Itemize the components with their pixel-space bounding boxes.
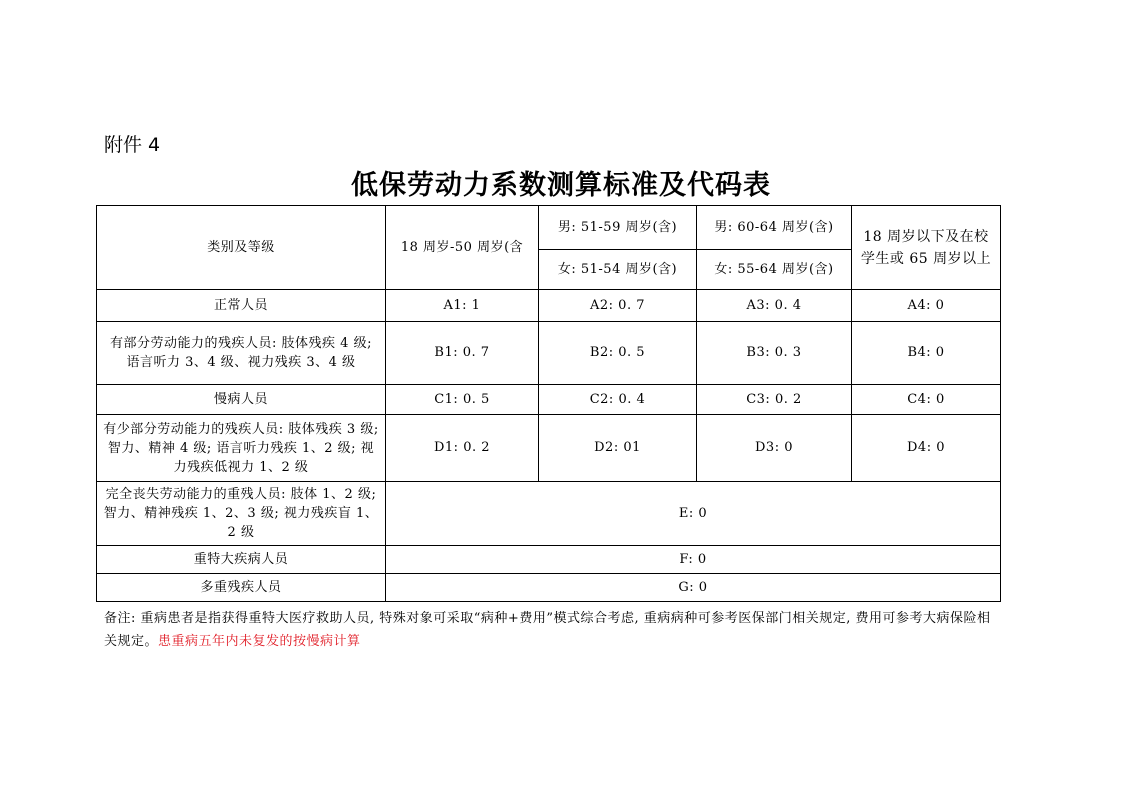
coef-cell: B1: 0. 7 (386, 322, 539, 385)
header-female-51-54: 女: 51-54 周岁(含) (539, 250, 697, 290)
coef-cell-merged: G: 0 (386, 574, 1001, 602)
table-row (97, 415, 1001, 482)
coef-cell: A1: 1 (386, 290, 539, 322)
table-row (97, 290, 1001, 322)
row-label: 完全丧失劳动能力的重残人员: 肢体 1、2 级; 智力、精神残疾 1、2、3 级; 视力残疾盲 1、2 级 (97, 482, 386, 546)
coef-cell: C4: 0 (852, 385, 1001, 415)
coef-cell: A2: 0. 7 (539, 290, 697, 322)
coef-cell: A3: 0. 4 (697, 290, 852, 322)
coef-cell: A4: 0 (852, 290, 1001, 322)
coef-cell-merged: E: 0 (386, 482, 1001, 546)
remark-highlight: 患重病五年内未复发的按慢病计算 (158, 634, 361, 649)
header-male-51-59: 男: 51-59 周岁(含) (539, 206, 697, 250)
row-label: 有少部分劳动能力的残疾人员: 肢体残疾 3 级; 智力、精神 4 级; 语言听力残疾 1、2 级; 视力残疾低视力 1、2 级 (97, 415, 386, 482)
table-row (97, 574, 1001, 602)
coef-cell: D1: 0. 2 (386, 415, 539, 482)
coef-cell: B3: 0. 3 (697, 322, 852, 385)
page-title: 低保劳动力系数测算标准及代码表 (351, 170, 771, 201)
coef-cell-merged: F: 0 (386, 546, 1001, 574)
coef-cell: D3: 0 (697, 415, 852, 482)
table-row (97, 322, 1001, 385)
attachment-label: 附件 4 (104, 134, 161, 156)
coef-cell: B4: 0 (852, 322, 1001, 385)
coef-cell: C1: 0. 5 (386, 385, 539, 415)
header-age-18-50: 18 周岁-50 周岁(含 (386, 206, 539, 290)
remark-text: 备注: 重病患者是指获得重特大医疗救助人员, 特殊对象可采取“病种+费用”模式综合考虑, 重病病种可参考医保部门相关规定, 费用可参考大病保险相关规定。 (104, 611, 991, 649)
coefficient-table (96, 205, 1001, 602)
table-row (97, 546, 1001, 574)
row-label: 多重残疾人员 (97, 574, 386, 602)
coef-cell: C3: 0. 2 (697, 385, 852, 415)
table-row (97, 482, 1001, 546)
coef-cell: B2: 0. 5 (539, 322, 697, 385)
row-label: 重特大疾病人员 (97, 546, 386, 574)
header-under-18-over-65: 18 周岁以下及在校学生或 65 周岁以上 (852, 206, 1001, 290)
table-header-row (97, 206, 1001, 250)
row-label: 正常人员 (97, 290, 386, 322)
header-category: 类别及等级 (97, 206, 386, 290)
row-label: 有部分劳动能力的残疾人员: 肢体残疾 4 级; 语言听力 3、4 级、视力残疾 3、4 级 (97, 322, 386, 385)
remark-note (104, 607, 1000, 653)
coef-cell: D2: 01 (539, 415, 697, 482)
row-label: 慢病人员 (97, 385, 386, 415)
table-row (97, 385, 1001, 415)
header-male-60-64: 男: 60-64 周岁(含) (697, 206, 852, 250)
header-female-55-64: 女: 55-64 周岁(含) (697, 250, 852, 290)
coef-cell: C2: 0. 4 (539, 385, 697, 415)
coef-cell: D4: 0 (852, 415, 1001, 482)
